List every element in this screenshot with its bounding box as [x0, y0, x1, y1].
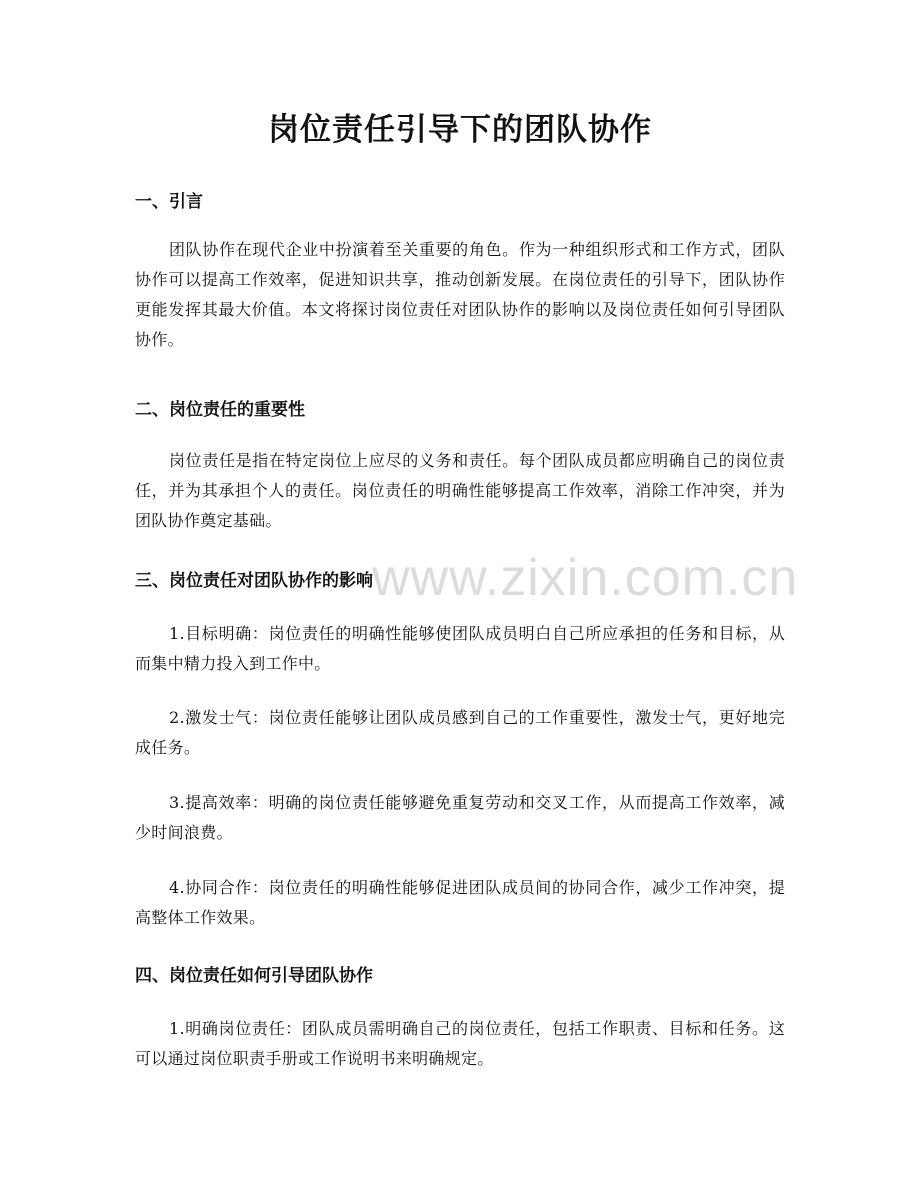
paragraph-guidance-clarify: 1.明确岗位责任：团队成员需明确自己的岗位责任，包括工作职责、目标和任务。这可以通过岗位职责手册或工作说明书来明确规定。 [135, 1019, 785, 1068]
paragraph-impact-morale: 2.激发士气：岗位责任能够让团队成员感到自己的工作重要性，激发士气，更好地完成任务。 [135, 708, 785, 757]
document-title: 岗位责任引导下的团队协作 [268, 112, 652, 148]
paragraph-impact-cooperation: 4.协同合作：岗位责任的明确性能够促进团队成员间的协同合作，减少工作冲突，提高整体工作效果。 [135, 878, 785, 927]
watermark: www.zixin.com.cn [372, 549, 799, 607]
section-heading-importance: 二、岗位责任的重要性 [135, 400, 305, 420]
paragraph-impact-goal: 1.目标明确：岗位责任的明确性能够使团队成员明白自己所应承担的任务和目标，从而集中精力投入到工作中。 [135, 624, 785, 673]
section-heading-intro: 一、引言 [135, 192, 203, 212]
paragraph-importance: 岗位责任是指在特定岗位上应尽的义务和责任。每个团队成员都应明确自己的岗位责任，并为其承担个人的责任。岗位责任的明确性能够提高工作效率，消除工作冲突，并为团队协作奠定基础。 [135, 451, 785, 530]
section-heading-guidance: 四、岗位责任如何引导团队协作 [135, 966, 373, 986]
paragraph-intro: 团队协作在现代企业中扮演着至关重要的角色。作为一种组织形式和工作方式，团队协作可以提高工作效率，促进知识共享，推动创新发展。在岗位责任的引导下，团队协作更能发挥其最大价值。本文将探讨岗位责任对团队协作的影响以及岗位责任如何引导团队协作。 [135, 240, 785, 349]
paragraph-impact-efficiency: 3.提高效率：明确的岗位责任能够避免重复劳动和交叉工作，从而提高工作效率，减少时间浪费。 [135, 793, 785, 842]
section-heading-impact: 三、岗位责任对团队协作的影响 [135, 571, 373, 591]
